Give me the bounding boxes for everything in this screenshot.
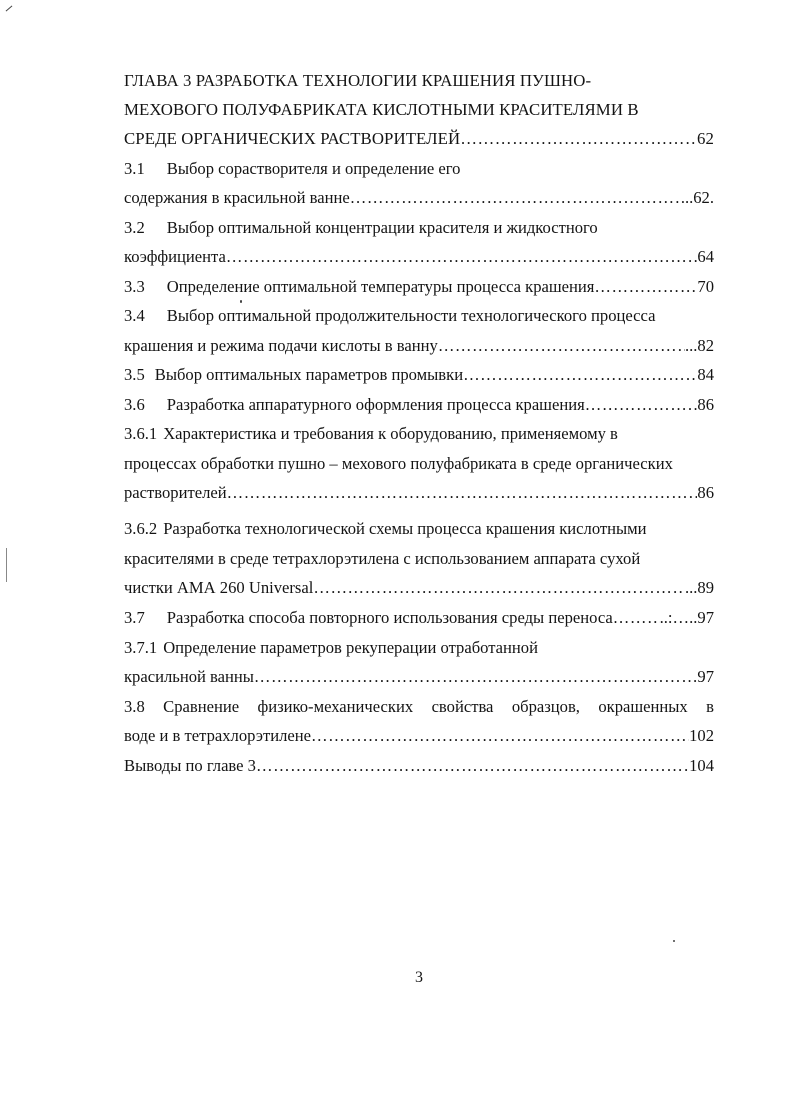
toc-text: Выбор сорастворителя и определение его <box>166 159 461 178</box>
dot-leader <box>594 276 697 298</box>
toc-number: 3.7 <box>124 608 145 627</box>
toc-page: ...82 <box>684 336 714 355</box>
toc-number: 3.6.2 <box>124 519 158 538</box>
toc-page: 86 <box>697 483 714 502</box>
toc-text: воде и в тетрахлорэтилене <box>124 726 311 745</box>
dot-leader <box>613 607 660 629</box>
toc-entry-3-3 <box>124 276 714 298</box>
toc-entry-3-1-line-2 <box>124 187 714 209</box>
page-number: 3 <box>415 969 423 986</box>
scan-dot <box>673 940 675 942</box>
toc-number: 3.2 <box>124 218 145 237</box>
toc-text: содержания в красильной ванне <box>124 188 350 207</box>
toc-entry-3-6-2-line-2: красителями в среде тетрахлорэтилена с использованием аппарата сухой <box>124 549 641 568</box>
toc-entry-3-6-1-line-1 <box>124 423 714 445</box>
toc-entry-3-2-line-1 <box>124 217 714 239</box>
toc-text: Выбор оптимальных параметров промывки <box>154 365 464 384</box>
toc-entry-3-6-1-line-2: процессах обработки пушно – мехового полуфабриката в среде органических <box>124 454 673 473</box>
toc-number: 3.4 <box>124 306 145 325</box>
toc-text: Разработка аппаратурного оформления процесса крашения <box>166 395 585 414</box>
toc-page: 102 <box>689 726 714 745</box>
toc-page: 84 <box>697 365 714 384</box>
toc-page: 104 <box>689 756 714 775</box>
toc-page: 86 <box>697 395 714 414</box>
toc-entry-3-6-1-line-3 <box>124 482 714 504</box>
toc-page: 97 <box>697 667 714 686</box>
toc-number: 3.8 <box>124 697 145 716</box>
scan-dot-2 <box>240 300 242 303</box>
dot-leader <box>227 482 698 504</box>
toc-number: 3.1 <box>124 159 145 178</box>
toc-text: Выбор оптимальной продолжительности технологического процесса <box>166 306 656 325</box>
chapter-title-line-2: МЕХОВОГО ПОЛУФАБРИКАТА КИСЛОТНЫМИ КРАСИТЕЛЯМИ В <box>124 100 639 119</box>
toc-entry-3-2-line-2 <box>124 246 714 268</box>
scan-mark-top-left <box>6 6 13 12</box>
dot-leader <box>463 364 697 386</box>
dot-leader <box>460 128 697 150</box>
chapter-title-line-1: ГЛАВА 3 РАЗРАБОТКА ТЕХНОЛОГИИ КРАШЕНИЯ ПУШНО- <box>124 71 592 90</box>
toc-page: ...89 <box>684 578 714 597</box>
toc-word: физико-механических <box>257 697 414 716</box>
toc-entry-3-4-line-1 <box>124 305 714 327</box>
toc-page: 64 <box>697 247 714 266</box>
chapter-title-line-3 <box>124 128 714 150</box>
toc-page: ..:…..97 <box>659 608 714 627</box>
toc-text: Определение оптимальной температуры процесса крашения <box>166 277 595 296</box>
dot-leader <box>585 394 698 416</box>
dot-leader <box>226 246 698 268</box>
dot-leader <box>438 335 685 357</box>
toc-number: 3.3 <box>124 277 145 296</box>
toc-entry-3-5 <box>124 364 714 386</box>
toc-entry-conclusions <box>124 755 714 777</box>
chapter-title-text: СРЕДЕ ОРГАНИЧЕСКИХ РАСТВОРИТЕЛЕЙ <box>124 129 461 148</box>
toc-entry-3-6-2-line-3 <box>124 577 714 599</box>
toc-text: Разработка технологической схемы процесса крашения кислотными <box>163 519 647 538</box>
toc-number: 3.6 <box>124 395 145 414</box>
toc-page: ..62. <box>684 188 714 207</box>
toc-word: Сравнение <box>163 697 240 716</box>
toc-text: коэффициента <box>124 247 226 266</box>
toc-entry-3-7-1-line-1 <box>124 637 714 659</box>
toc-text: Разработка способа повторного использования среды переноса <box>166 608 613 627</box>
toc-entry-3-4-line-2 <box>124 335 714 357</box>
toc-text: растворителей <box>124 483 227 502</box>
toc-text: чистки АМА 260 Universal <box>124 578 314 597</box>
toc-number: 3.7.1 <box>124 638 158 657</box>
toc-entry-3-6 <box>124 394 714 416</box>
toc-number: 3.5 <box>124 365 145 384</box>
dot-leader <box>256 755 689 777</box>
toc-entry-3-7 <box>124 607 714 629</box>
toc-text: крашения и режима подачи кислоты в ванну <box>124 336 438 355</box>
dot-leader <box>350 187 685 209</box>
toc-text: Выбор оптимальной концентрации красителя и жидкостного <box>166 218 598 237</box>
dot-leader <box>313 577 685 599</box>
toc-page: 70 <box>697 277 714 296</box>
dot-leader <box>254 666 697 688</box>
toc-entry-3-6-2-line-1 <box>124 518 714 540</box>
toc-entry-3-7-1-line-2 <box>124 666 714 688</box>
toc-word: свойства <box>431 697 494 716</box>
toc-number: 3.6.1 <box>124 424 158 443</box>
toc-text: Характеристика и требования к оборудованию, применяемому в <box>163 424 618 443</box>
toc-word: образцов, <box>511 697 580 716</box>
dot-leader <box>311 725 689 747</box>
scan-mark-left-margin <box>6 548 7 582</box>
toc-text: Выводы по главе 3 <box>124 756 256 775</box>
toc-word: окрашенных <box>598 697 688 716</box>
toc-entry-3-8-line-2 <box>124 725 714 747</box>
toc-entry-3-1-line-1 <box>124 158 714 180</box>
toc-word: в <box>706 697 714 716</box>
toc-text: Определение параметров рекуперации отработанной <box>163 638 538 657</box>
toc-text: красильной ванны <box>124 667 254 686</box>
toc-entry-3-8-line-1 <box>124 696 714 718</box>
chapter-page: 62 <box>697 129 714 148</box>
